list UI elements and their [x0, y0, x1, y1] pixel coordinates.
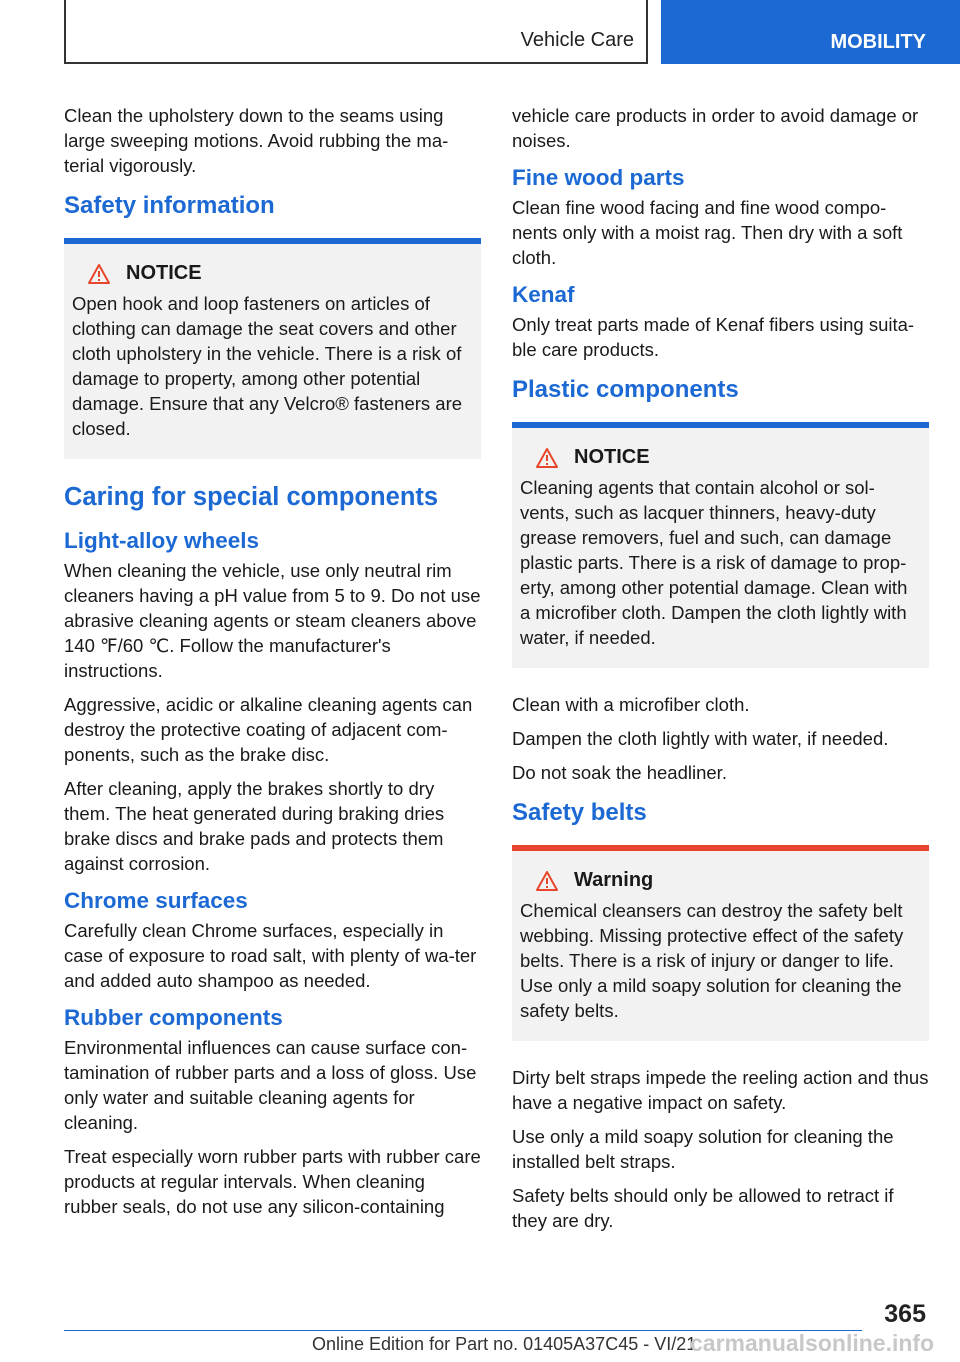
notice-text: Open hook and loop fasteners on articles of clothing can damage the seat covers and other cloth upholstery in the vehicle. There is a risk of damage to property, among other potential damage. Ensure that any Velcro® fasteners are closed. [72, 293, 463, 439]
paragraph: Environmental influences can cause surface con‐tamination of rubber parts and a loss of gloss. Use only water and suitable cleaning agents for cleaning. [64, 1037, 477, 1133]
warning-box [512, 845, 929, 1041]
paragraph: vehicle care products in order to avoid damage or noises. [512, 105, 919, 151]
chapter-title: MOBILITY [830, 31, 926, 53]
heading-kenaf: Kenaf [512, 282, 575, 307]
paragraph: Clean fine wood facing and fine wood compo‐nents only with a moist rag. Then dry with a soft cloth. [512, 197, 903, 268]
right-column [512, 103, 929, 1242]
heading-plastic-components: Plastic components [512, 376, 739, 403]
notice-header [88, 262, 473, 285]
watermark: carmanualsonline.info [690, 1330, 935, 1356]
warning-triangle-icon [536, 448, 558, 468]
paragraph: Only treat parts made of Kenaf fibers using suita‐ble care products. [512, 314, 915, 360]
notice-box [64, 238, 481, 459]
paragraph: Do not soak the headliner. [512, 762, 727, 783]
paragraph: Dirty belt straps impede the reeling action and thus have a negative impact on safety. [512, 1067, 929, 1113]
notice-text: Cleaning agents that contain alcohol or sol‐vents, such as lacquer thinners, heavy-duty grease removers, fuel and such, can damage plastic parts. There is a risk of damage to prop‐erty, among other potential damage. Clean with a microfiber cloth. Dampen the cloth lightly with water, if needed. [520, 477, 908, 648]
warning-triangle-icon [88, 264, 110, 284]
notice-title: NOTICE [574, 446, 650, 468]
chapter-tab [661, 0, 960, 64]
paragraph: Clean with a microfiber cloth. [512, 694, 750, 715]
paragraph: When cleaning the vehicle, use only neutral rim cleaners having a pH value from 5 to 9. Do not use abrasive cleaning agents or steam cleaners above 140 ℉/60 ℃. Follow the manufacturer's instructions. [64, 560, 481, 681]
paragraph: Use only a mild soapy solution for cleaning the installed belt straps. [512, 1126, 894, 1172]
warning-header [536, 869, 921, 892]
paragraph: Dampen the cloth lightly with water, if needed. [512, 728, 889, 749]
paragraph: Treat especially worn rubber parts with rubber care products at regular intervals. When cleaning rubber seals, do not use any silicon-containing [64, 1146, 481, 1217]
notice-box [512, 422, 929, 668]
section-title: Vehicle Care [520, 29, 634, 51]
heading-light-alloy-wheels: Light-alloy wheels [64, 528, 260, 553]
notice-header [536, 446, 921, 469]
warning-title: Warning [574, 869, 654, 891]
heading-caring-special-components: Caring for special components [64, 483, 439, 511]
heading-chrome-surfaces: Chrome surfaces [64, 888, 248, 913]
header-section-box [64, 0, 648, 64]
notice-title: NOTICE [126, 262, 202, 284]
paragraph: Safety belts should only be allowed to retract if they are dry. [512, 1185, 894, 1231]
paragraph: Clean the upholstery down to the seams using large sweeping motions. Avoid rubbing the ma‐terial vigorously. [64, 105, 449, 176]
heading-safety-information: Safety information [64, 192, 275, 219]
heading-rubber-components: Rubber components [64, 1005, 283, 1030]
heading-safety-belts: Safety belts [512, 799, 647, 826]
page-number: 365 [884, 1300, 926, 1328]
paragraph: Aggressive, acidic or alkaline cleaning agents can destroy the protective coating of adjacent com‐ponents, such as the brake disc. [64, 694, 473, 765]
footer-edition: Online Edition for Part no. 01405A37C45 - VI/21 [312, 1334, 697, 1354]
paragraph: Carefully clean Chrome surfaces, especially in case of exposure to road salt, with plenty of wa‐ter and added auto shampoo as needed. [64, 920, 477, 991]
left-column [64, 103, 481, 1228]
heading-fine-wood-parts: Fine wood parts [512, 165, 685, 190]
warning-triangle-icon [536, 871, 558, 891]
warning-text: Chemical cleansers can destroy the safety belt webbing. Missing protective effect of the safety belts. There is a risk of injury or danger to life. Use only a mild soapy solution for cleaning the safety belts. [520, 900, 904, 1021]
paragraph: After cleaning, apply the brakes shortly to dry them. The heat generated during braking dries brake discs and brake pads and protects them against corrosion. [64, 778, 445, 874]
